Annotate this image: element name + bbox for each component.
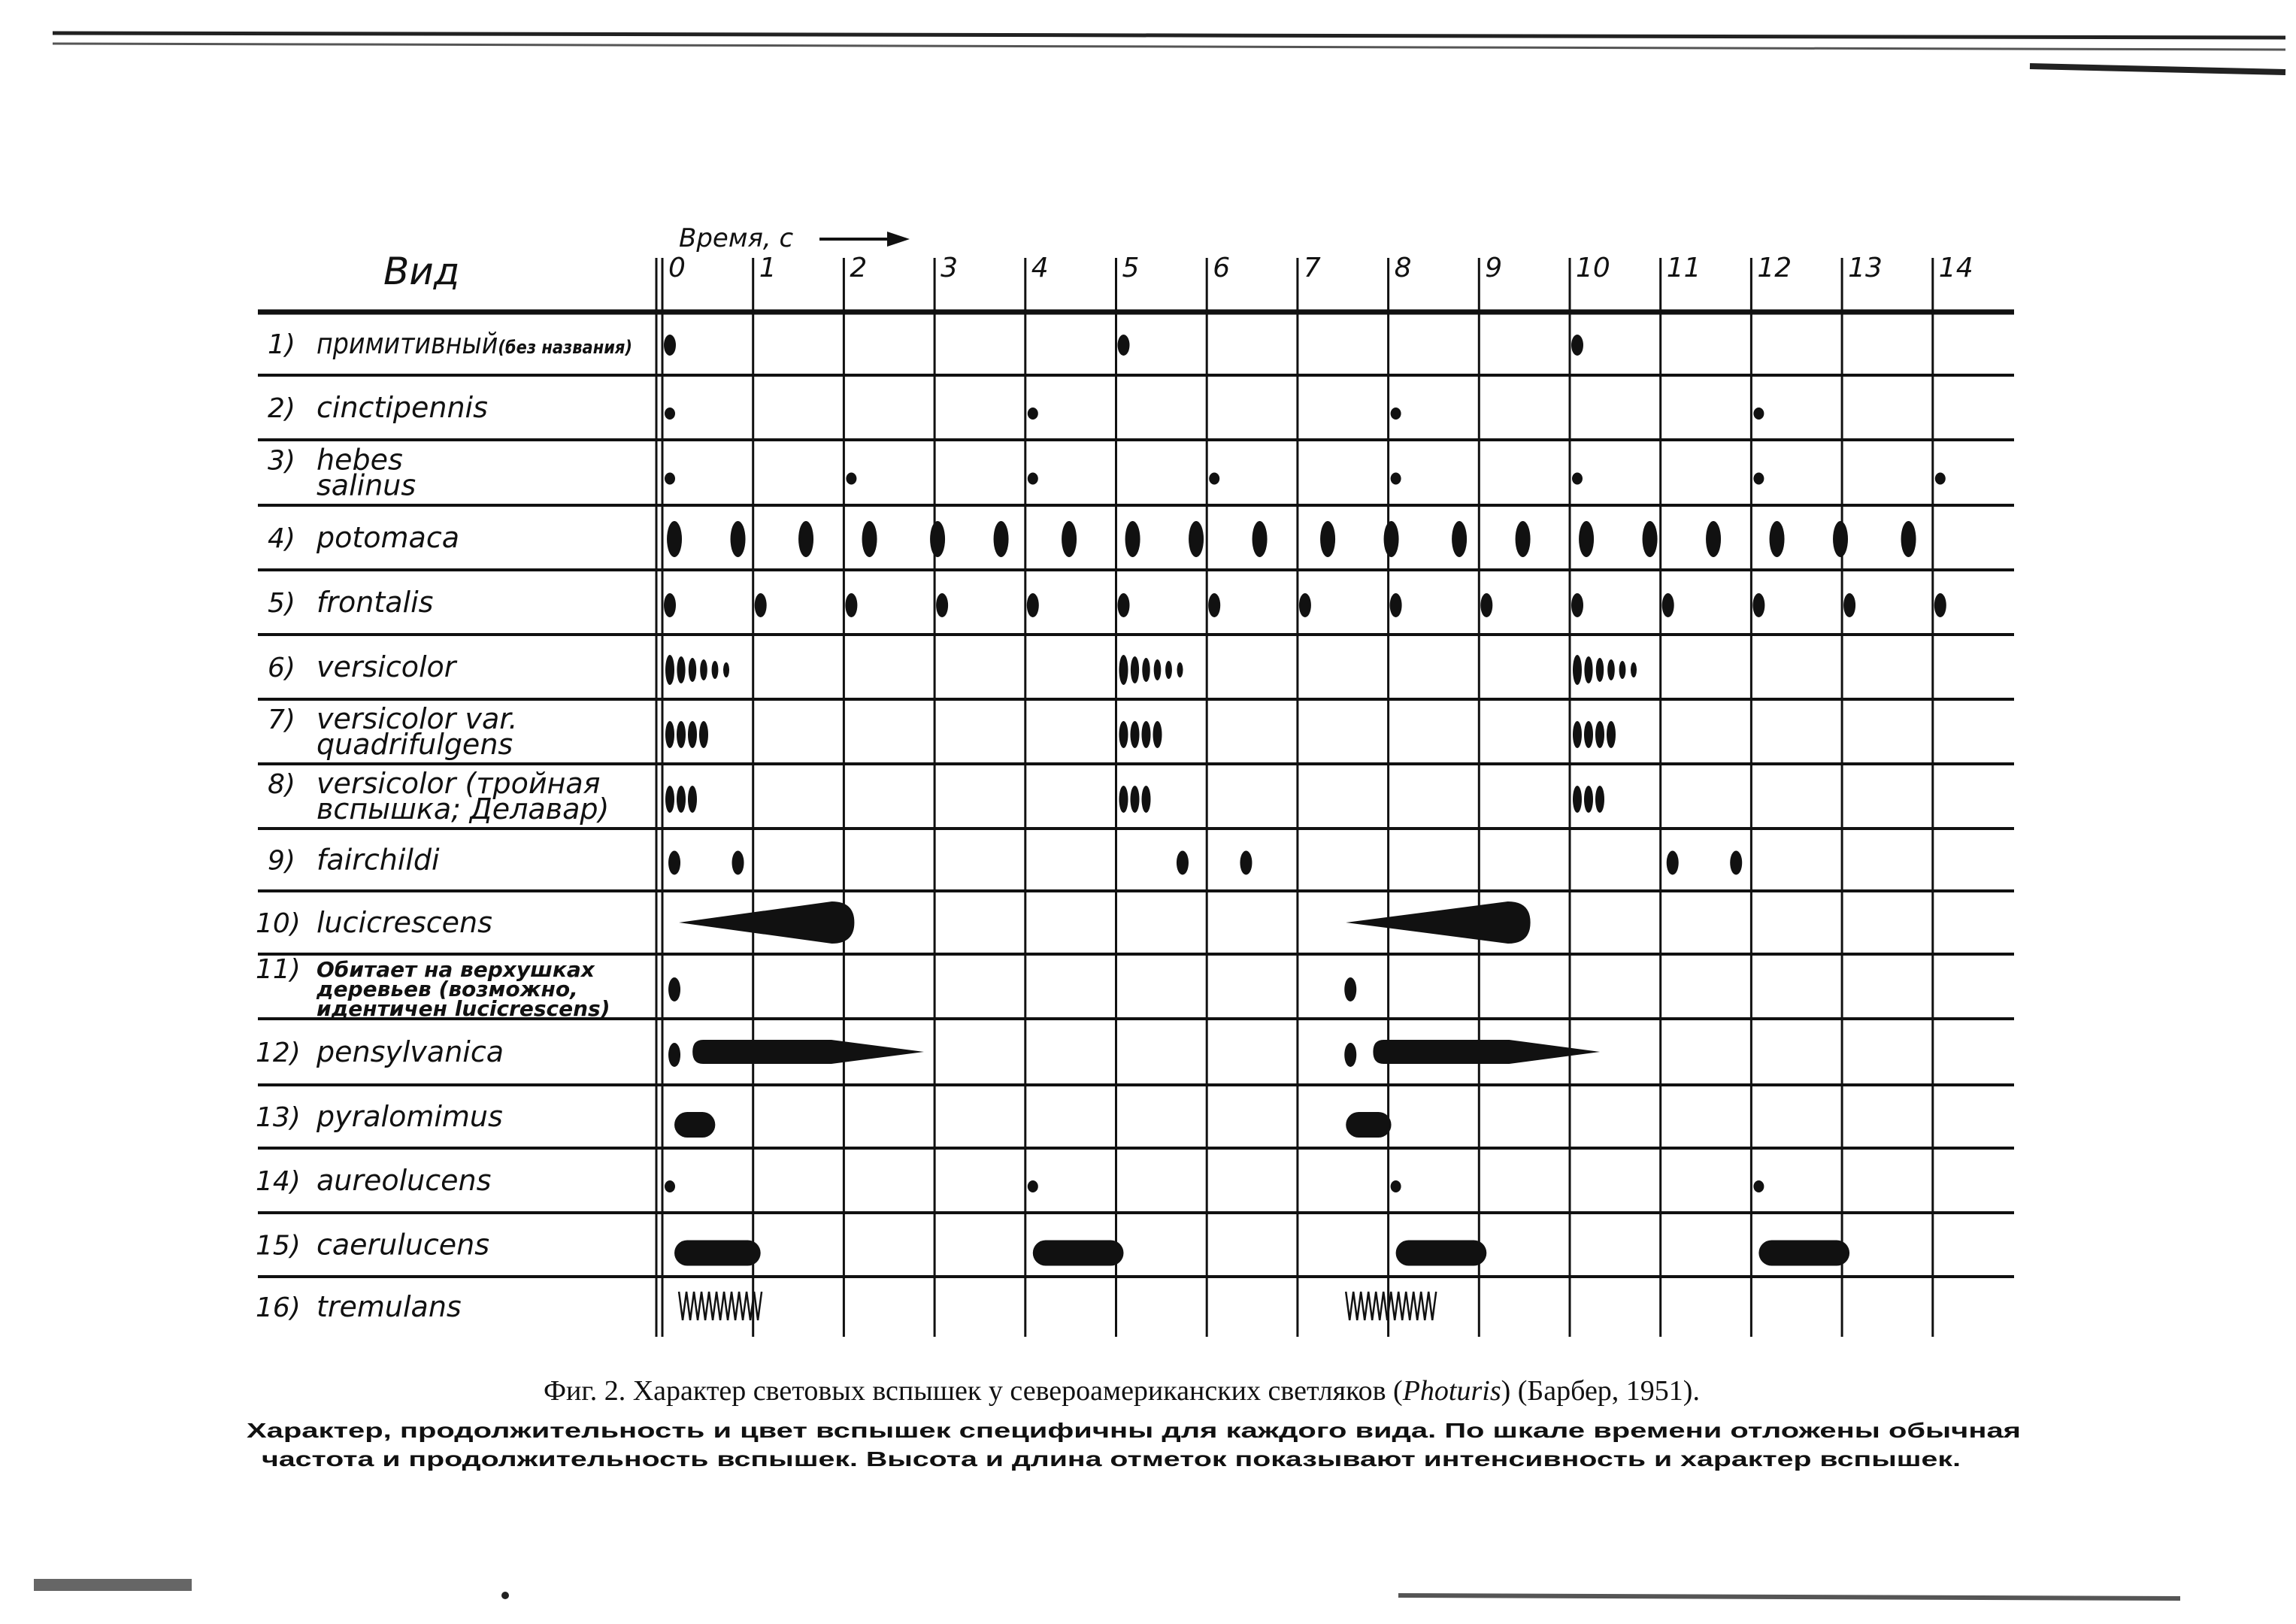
row-number: 11) [256,954,301,985]
flash-burst-pulse [1119,655,1128,685]
flash-oval [1384,521,1399,557]
flash-oval [1320,521,1335,557]
row-number: 16) [256,1292,301,1323]
species-name: идентичен lucicrescens) [317,996,610,1021]
flash-burst-pulse [1596,658,1604,682]
species-name: hebes [317,443,403,477]
time-tick-label: 14 [1938,253,1973,283]
flash-dot [845,593,857,617]
flash-dot [1935,473,1946,485]
flash-burst-pulse [665,786,674,813]
flash-dot [1118,593,1130,617]
flash-burst-pulse [677,786,686,813]
flash-dot [846,473,856,485]
flash-burst-pulse [699,721,708,748]
time-tick-label: 2 [850,253,868,283]
time-tick-label: 3 [941,253,959,283]
flash-dot [1662,593,1674,617]
flash-dot [1391,408,1401,420]
flash-oval [731,521,746,557]
flash-burst-pulse [1631,662,1637,677]
flash-dot [1730,851,1742,875]
flash-dot [664,335,676,356]
flash-dot [1208,593,1220,617]
flash-dot [1028,408,1038,420]
flash-dot [1843,593,1855,617]
flash-dot [1480,593,1492,617]
species-name: caerulucens [317,1228,490,1262]
flash-burst-pulse [677,721,686,748]
flash-burst-pulse [1607,659,1615,680]
row-number: 6) [268,653,295,683]
time-tick-label: 13 [1848,253,1883,283]
time-tick-label: 11 [1666,253,1701,283]
flash-oval [1253,521,1268,557]
flash-oval [1770,521,1785,557]
flash-burst-pulse [1584,656,1592,683]
flash-crescendo [1346,901,1530,944]
time-tick-label: 12 [1757,253,1792,283]
species-name: frontalis [317,586,434,619]
flash-crescendo [679,901,854,944]
flash-bar [1346,1112,1391,1138]
flash-burst-pulse [1584,721,1593,748]
flash-burst-pulse [1573,721,1582,748]
figure-caption-line-2: Характер, продолжительность и цвет вспышек специфичны для каждого вида. По шкале времени отложены обычная [247,1419,2021,1442]
flash-taper [692,1040,924,1064]
time-tick-label: 0 [668,253,686,283]
flash-burst-pulse [1177,662,1183,677]
flash-dot [1667,851,1679,875]
time-tick-label: 4 [1031,253,1049,283]
species-name: tremulans [317,1290,462,1323]
flash-oval [1516,521,1531,557]
species-name: pensylvanica [317,1035,504,1068]
flash-dot [1240,851,1252,875]
flash-dot [755,593,767,617]
flash-burst-pulse [677,656,685,683]
flash-oval [1062,521,1077,557]
flash-dot [1752,593,1764,617]
row-number: 2) [268,393,295,424]
flash-oval [1901,521,1916,557]
flash-oval [1579,521,1594,557]
flash-dot [1027,593,1039,617]
flash-oval [667,521,682,557]
flash-oval [798,521,813,557]
flash-dot [668,1043,680,1067]
time-tick-label: 10 [1576,253,1610,283]
flash-dot [1391,473,1401,485]
species-name: вспышка; Делавар) [317,792,610,826]
flash-dot [1934,593,1946,617]
flash-dot [1753,1180,1764,1192]
row-number: 9) [268,845,295,877]
species-name: fairchildi [317,843,440,877]
flash-oval [994,521,1009,557]
flash-burst-pulse [1131,721,1140,748]
flash-burst-pulse [665,655,674,685]
flash-dot [1118,335,1130,356]
flash-burst-pulse [723,662,729,677]
row-number: 4) [268,523,295,554]
species-name: aureolucens [317,1164,492,1197]
flash-oval [1189,521,1204,557]
flash-dot [1391,1180,1401,1192]
flash-dot [1753,408,1764,420]
flash-dot [1390,593,1402,617]
flash-oval [1643,521,1658,557]
species-name: деревьев (возможно, [317,977,578,1001]
flash-burst-pulse [665,721,674,748]
flash-burst-pulse [689,658,696,682]
species-name: salinus [317,468,416,502]
row-number: 14) [256,1166,301,1197]
row-number: 10) [256,908,301,939]
flash-burst-pulse [1607,721,1616,748]
flash-dot [1572,473,1583,485]
flash-dot [1177,851,1189,875]
flash-dot [1028,473,1038,485]
species-name: lucicrescens [317,906,492,939]
flash-tremulous [1346,1292,1436,1320]
row-number: 13) [256,1102,301,1133]
flash-bar [1396,1241,1487,1266]
flash-bar [674,1112,715,1138]
flash-dot [668,977,680,1001]
species-name: примитивный(без названия) [317,327,652,360]
flash-burst-pulse [1619,661,1626,679]
flash-burst-pulse [1142,658,1150,682]
flash-dot [665,408,675,420]
figure-caption-line-3: частота и продолжительность вспышек. Высота и длина отметок показывают интенсивность и характер вспышек. [262,1447,1961,1471]
time-tick-label: 8 [1394,253,1412,283]
flash-burst-pulse [1584,786,1593,813]
flash-oval [1833,521,1848,557]
flash-dot [732,851,744,875]
row-number: 3) [268,445,295,477]
flash-bar [1758,1241,1849,1266]
row-number: 5) [268,588,295,619]
flash-burst-pulse [712,661,719,679]
flash-burst-pulse [1131,786,1140,813]
flash-burst-pulse [1119,786,1128,813]
flash-taper [1373,1040,1600,1064]
row-number: 15) [256,1230,301,1262]
flash-dot [1571,593,1583,617]
time-tick-label: 5 [1122,253,1140,283]
flash-burst-pulse [688,721,697,748]
flash-dot [1344,1043,1356,1067]
flash-burst-pulse [1573,655,1582,685]
time-axis-label: Время, с [679,223,794,253]
flash-dot [1209,473,1219,485]
row-number: 1) [268,329,295,360]
flash-burst-pulse [1595,786,1604,813]
species-name: quadrifulgens [317,728,513,761]
flash-burst-pulse [1153,721,1162,748]
figure-caption-title: Фиг. 2. Характер световых вспышек у североамериканских светляков (Photuris) (Барбер, 1951). [544,1375,1700,1407]
flash-burst-pulse [1142,786,1151,813]
flash-tremulous [679,1292,762,1320]
species-column-header: Вид [383,250,460,293]
flash-burst-pulse [1154,659,1162,680]
flash-bar [1033,1241,1124,1266]
flash-dot [1571,335,1583,356]
species-name: versicolor (тройная [317,767,601,800]
flash-burst-pulse [1131,656,1139,683]
flash-burst-pulse [1165,661,1172,679]
flash-dot [1028,1180,1038,1192]
time-axis-arrow [819,232,910,247]
flash-dot [664,593,676,617]
flash-oval [862,521,877,557]
species-name: pyralomimus [317,1100,503,1133]
flash-burst-pulse [1119,721,1128,748]
flash-burst-pulse [700,659,707,680]
species-name: versicolor [317,650,456,683]
flash-dot [936,593,948,617]
flash-dot [668,851,680,875]
flash-burst-pulse [1595,721,1604,748]
species-name: versicolor var. [317,702,518,735]
flash-burst-pulse [1573,786,1582,813]
species-name: potomaca [317,521,459,554]
species-name: Обитает на верхушках [317,957,595,982]
row-number: 12) [256,1038,301,1068]
row-number: 7) [268,704,295,735]
flash-oval [1706,521,1721,557]
flash-dot [1753,473,1764,485]
flash-dot [665,473,675,485]
flash-dot [1344,977,1356,1001]
flash-oval [930,521,945,557]
species-name: cinctipennis [317,391,488,424]
flash-burst-pulse [1142,721,1151,748]
flash-burst-pulse [688,786,697,813]
flash-oval [1125,521,1140,557]
flash-dot [665,1180,675,1192]
time-tick-label: 6 [1213,253,1231,283]
time-tick-label: 7 [1303,253,1321,283]
time-tick-label: 1 [759,253,777,283]
row-number: 8) [268,769,295,800]
flash-oval [1452,521,1467,557]
time-tick-label: 9 [1485,253,1503,283]
flash-dot [1299,593,1311,617]
flash-bar [674,1241,761,1266]
